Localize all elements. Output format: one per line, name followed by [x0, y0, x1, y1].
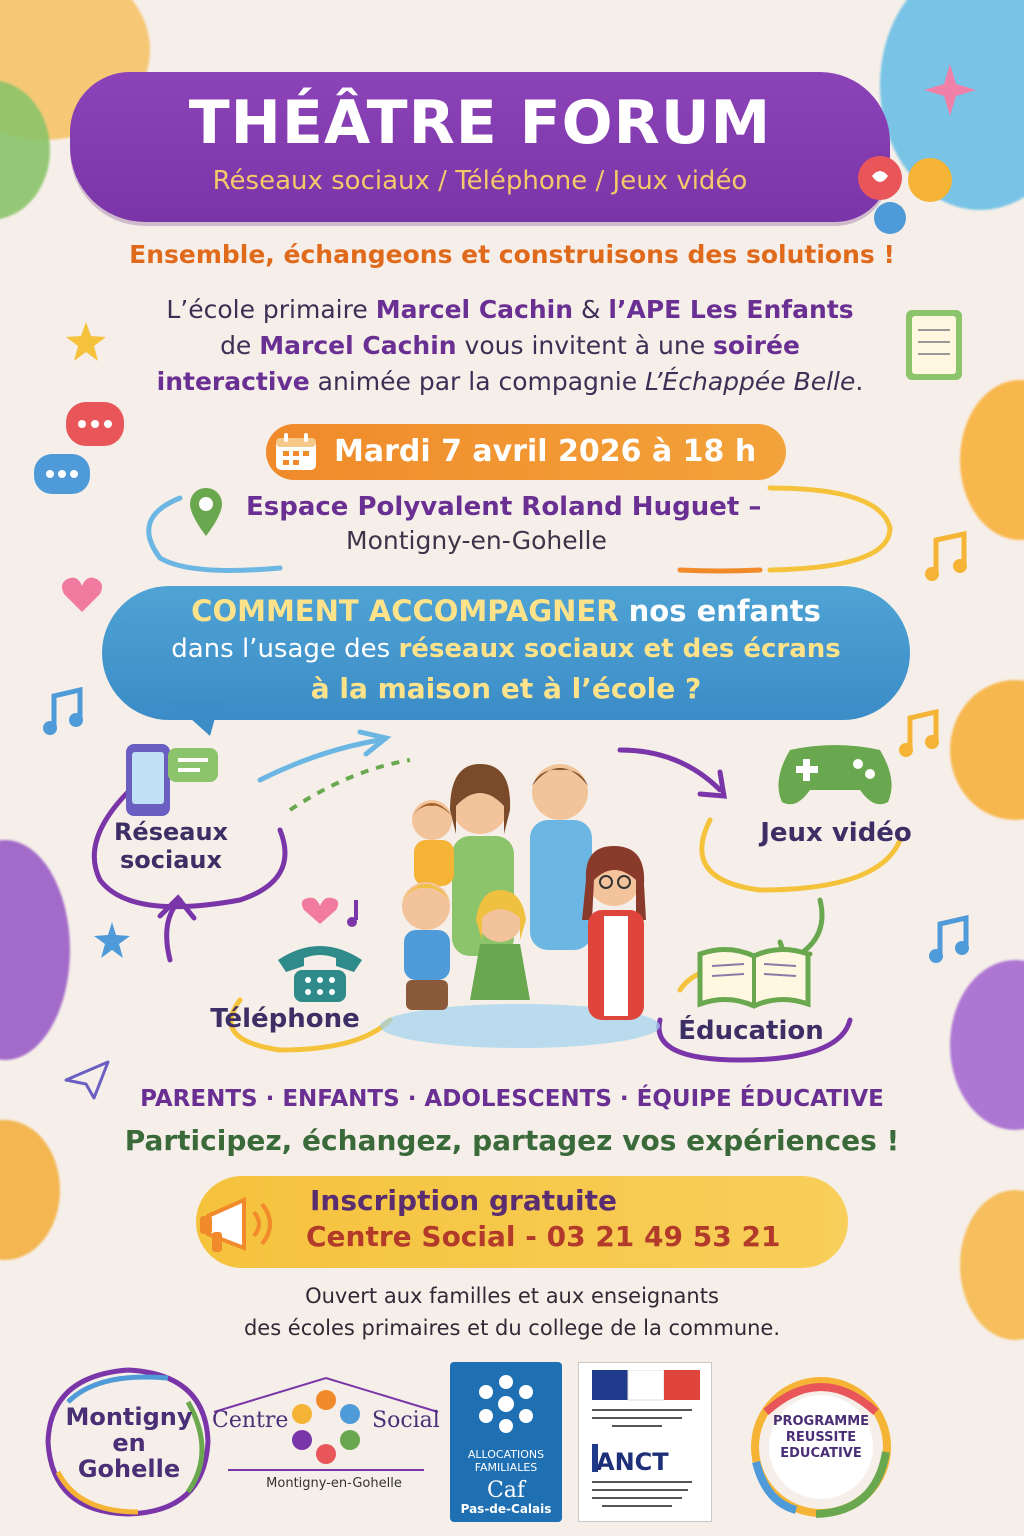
tagline: Ensemble, échangeons et construisons des solutions !: [129, 240, 895, 269]
telephone-icon: [270, 936, 370, 1006]
music-note-icon: [926, 914, 976, 968]
topic-social-networks: [96, 818, 246, 874]
logo-text: Montigny: [65, 1403, 193, 1431]
question-text: nos enfants: [618, 594, 821, 628]
intro-text: vous invitent à une: [456, 331, 714, 360]
topic-label: Réseaux: [113, 818, 229, 846]
centre-social-town: Montigny-en-Gohelle: [266, 1476, 402, 1491]
audience-list: PARENTS · ENFANTS · ADOLESCENTS · ÉQUIPE ÉDUCATIVE: [140, 1086, 884, 1112]
logo-text: REUSSITE: [785, 1430, 857, 1445]
caf-text-3: Caf: [486, 1478, 526, 1503]
centre-social-word-2: Social: [372, 1408, 440, 1433]
school-name: Marcel Cachin: [259, 331, 457, 360]
background-blob-orange-right-2: [950, 680, 1024, 820]
logo-text: en: [112, 1429, 146, 1457]
snowflake-icon: [474, 1372, 538, 1436]
republique-francaise-emblem: [592, 1370, 700, 1520]
background-blob-orange-right: [960, 380, 1024, 540]
location-pin-icon: [188, 486, 224, 538]
question-text: dans l’usage des: [171, 634, 399, 664]
music-note-icon: [920, 530, 970, 586]
megaphone-icon: [198, 1192, 282, 1258]
smartphone-icon: [120, 740, 230, 820]
intro-text: .: [855, 367, 864, 396]
topic-telephone: Téléphone: [210, 1004, 360, 1034]
intro-line-3: [80, 364, 940, 400]
star-icon: [920, 60, 980, 120]
programme-reussite-educative-text: [756, 1414, 886, 1462]
intro-emphasis: soirée: [713, 331, 800, 360]
chat-bubble-icon: [30, 400, 130, 510]
topic-education: Éducation: [678, 1016, 824, 1046]
notebook-icon: [898, 300, 978, 390]
intro-line-2: [80, 328, 940, 364]
caf-text-1: ALLOCATIONS: [467, 1448, 545, 1461]
intro-emphasis: interactive: [156, 367, 310, 396]
intro-line-1: [80, 292, 940, 328]
topic-label: sociaux: [120, 846, 222, 874]
location-venue: Espace Polyvalent Roland Huguet –: [246, 492, 762, 522]
intro-text: L’école primaire: [166, 295, 376, 324]
question-line-1: [102, 594, 910, 628]
intro-text: de: [220, 331, 260, 360]
montigny-logo-text: [54, 1404, 204, 1482]
ape-name: l’APE Les Enfants: [608, 295, 854, 324]
caf-text-4: Pas-de-Calais: [460, 1502, 552, 1516]
caf-text-2: FAMILIALES: [474, 1461, 538, 1474]
question-line-3: à la maison et à l’école ?: [310, 672, 702, 705]
poster-title: THÉÂTRE FORUM: [188, 88, 772, 158]
school-name: Marcel Cachin: [375, 295, 574, 324]
topic-video-games: Jeux vidéo: [760, 818, 912, 848]
question-line-2: [102, 634, 910, 664]
location-town: Montigny-en-Gohelle: [346, 526, 607, 555]
logo-text: PROGRAMME: [772, 1414, 870, 1429]
inscription-title: Inscription gratuite: [310, 1184, 618, 1217]
company-name: L’Échappée Belle: [645, 367, 856, 396]
open-book-icon: [694, 944, 814, 1010]
logo-text: EDUCATIVE: [780, 1446, 862, 1461]
anct-text: ANCT: [596, 1448, 669, 1476]
game-controller-icon: [770, 740, 900, 810]
audience-note-line-2: des écoles primaires et du college de la commune.: [243, 1316, 781, 1340]
star-icon: [64, 320, 108, 364]
intro-paragraph: [80, 292, 940, 400]
question-emphasis: COMMENT ACCOMPAGNER: [191, 594, 619, 628]
chat-bubble-icon: [850, 150, 960, 240]
event-date: Mardi 7 avril 2026 à 18 h: [334, 434, 757, 469]
question-emphasis: réseaux sociaux et des écrans: [398, 634, 841, 664]
family-illustration: [370, 750, 680, 1050]
logo-text: Gohelle: [77, 1455, 181, 1483]
call-to-participate: Participez, échangez, partagez vos expériences !: [124, 1124, 900, 1157]
star-icon: [92, 920, 132, 960]
audience-note-line-1: Ouvert aux familles et aux enseignants: [305, 1284, 719, 1308]
poster-subtitle: Réseaux sociaux / Téléphone / Jeux vidéo: [212, 166, 748, 196]
centre-social-word-1: Centre: [212, 1408, 289, 1433]
intro-text: &: [573, 295, 609, 324]
heart-icon: [290, 890, 380, 930]
intro-text: animée par la compagnie: [309, 367, 646, 396]
inscription-contact: Centre Social - 03 21 49 53 21: [306, 1220, 781, 1253]
heart-icon: [60, 574, 104, 614]
